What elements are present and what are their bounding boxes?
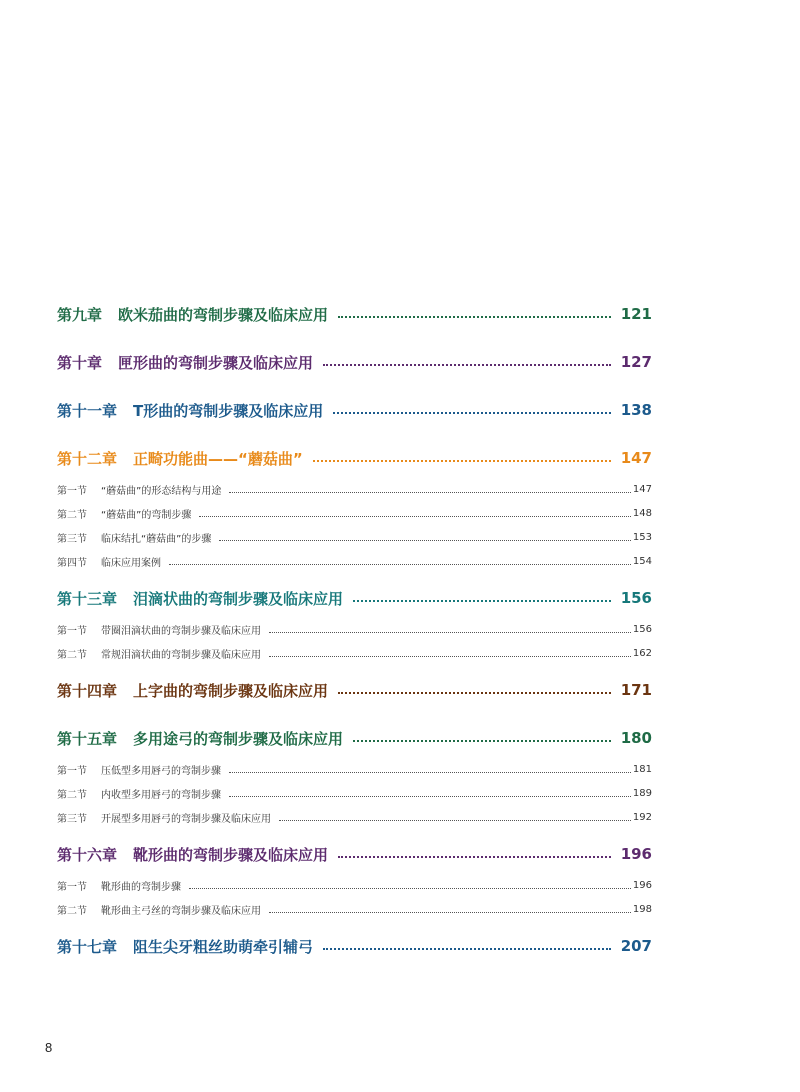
chapter-number: 第十四章 (57, 681, 118, 700)
section-page: 148 (632, 507, 652, 519)
section-number: 第一节 (57, 765, 87, 777)
toc-chapter (57, 675, 652, 705)
chapter-page: 207 (620, 937, 652, 955)
chapter-page: 171 (620, 681, 652, 699)
section-number: 第一节 (57, 881, 87, 893)
toc-section (57, 805, 652, 829)
section-title: 内收型多用唇弓的弯制步骤 (101, 789, 221, 801)
chapter-title: 正畸功能曲——“蘑菇曲” (133, 449, 303, 468)
chapter-title: 多用途弓的弯制步骤及临床应用 (133, 729, 344, 748)
section-page: 162 (632, 647, 652, 659)
chapter-page: 127 (620, 353, 652, 371)
dot-leader (229, 796, 631, 797)
section-page: 196 (632, 879, 652, 891)
section-title: 带圈泪滴状曲的弯制步骤及临床应用 (101, 625, 261, 637)
dot-leader (338, 856, 611, 858)
chapter-number: 第十六章 (57, 845, 118, 864)
toc-chapter (57, 347, 652, 377)
section-page: 181 (632, 763, 652, 775)
chapter-title: 泪滴状曲的弯制步骤及临床应用 (133, 589, 344, 608)
section-title: “蘑菇曲”的形态结构与用途 (101, 485, 222, 497)
section-number: 第三节 (57, 533, 87, 545)
table-of-contents (57, 299, 652, 961)
toc-chapter (57, 395, 652, 425)
section-title: 压低型多用唇弓的弯制步骤 (101, 765, 221, 777)
section-title: 临床结扎“蘑菇曲”的步骤 (101, 533, 212, 545)
toc-section (57, 781, 652, 805)
chapter-title: 欧米茄曲的弯制步骤及临床应用 (118, 305, 329, 324)
chapter-page: 180 (620, 729, 652, 747)
toc-section (57, 501, 652, 525)
section-page: 189 (632, 787, 652, 799)
dot-leader (169, 564, 631, 565)
section-number: 第二节 (57, 649, 87, 661)
chapter-page: 156 (620, 589, 652, 607)
dot-leader (269, 632, 631, 633)
toc-section (57, 641, 652, 665)
section-title: 常规泪滴状曲的弯制步骤及临床应用 (101, 649, 261, 661)
dot-leader (313, 460, 611, 462)
section-number: 第二节 (57, 789, 87, 801)
section-number: 第三节 (57, 813, 87, 825)
dot-leader (333, 412, 610, 414)
dot-leader (323, 364, 611, 366)
section-page: 147 (632, 483, 652, 495)
section-number: 第二节 (57, 509, 87, 521)
section-title: 开展型多用唇弓的弯制步骤及临床应用 (101, 813, 271, 825)
toc-section (57, 873, 652, 897)
dot-leader (199, 516, 631, 517)
toc-chapter (57, 443, 652, 473)
section-page: 198 (632, 903, 652, 915)
section-number: 第一节 (57, 625, 87, 637)
chapter-page: 196 (620, 845, 652, 863)
section-page: 156 (632, 623, 652, 635)
toc-section (57, 897, 652, 921)
chapter-number: 第九章 (57, 305, 103, 324)
toc-chapter (57, 299, 652, 329)
chapter-number: 第十七章 (57, 937, 118, 956)
toc-section (57, 525, 652, 549)
section-number: 第一节 (57, 485, 87, 497)
toc-chapter (57, 723, 652, 753)
chapter-number: 第十三章 (57, 589, 118, 608)
toc-chapter (57, 583, 652, 613)
section-number: 第四节 (57, 557, 87, 569)
section-title: “蘑菇曲”的弯制步骤 (101, 509, 192, 521)
chapter-page: 121 (620, 305, 652, 323)
toc-chapter (57, 931, 652, 961)
chapter-page: 147 (620, 449, 652, 467)
dot-leader (353, 600, 611, 602)
section-page: 153 (632, 531, 652, 543)
dot-leader (279, 820, 631, 821)
chapter-title: 靴形曲的弯制步骤及临床应用 (133, 845, 329, 864)
toc-chapter (57, 839, 652, 869)
dot-leader (269, 656, 631, 657)
section-title: 临床应用案例 (101, 557, 161, 569)
dot-leader (189, 888, 631, 889)
dot-leader (338, 316, 611, 318)
chapter-title: 匣形曲的弯制步骤及临床应用 (118, 353, 314, 372)
chapter-title: 上字曲的弯制步骤及临床应用 (133, 681, 329, 700)
toc-section (57, 757, 652, 781)
dot-leader (353, 740, 611, 742)
section-title: 靴形曲的弯制步骤 (101, 881, 181, 893)
page-number: 8 (45, 1040, 53, 1055)
chapter-number: 第十二章 (57, 449, 118, 468)
dot-leader (269, 912, 631, 913)
dot-leader (338, 692, 611, 694)
dot-leader (229, 492, 631, 493)
chapter-title: T形曲的弯制步骤及临床应用 (133, 401, 324, 420)
chapter-title: 阻生尖牙粗丝助萌牵引辅弓 (133, 937, 314, 956)
chapter-number: 第十五章 (57, 729, 118, 748)
toc-section (57, 477, 652, 501)
section-number: 第二节 (57, 905, 87, 917)
section-page: 154 (632, 555, 652, 567)
dot-leader (229, 772, 631, 773)
dot-leader (219, 540, 631, 541)
chapter-number: 第十章 (57, 353, 103, 372)
section-page: 192 (632, 811, 652, 823)
toc-section (57, 617, 652, 641)
toc-section (57, 549, 652, 573)
dot-leader (323, 948, 611, 950)
chapter-page: 138 (620, 401, 652, 419)
chapter-number: 第十一章 (57, 401, 118, 420)
section-title: 靴形曲主弓丝的弯制步骤及临床应用 (101, 905, 261, 917)
